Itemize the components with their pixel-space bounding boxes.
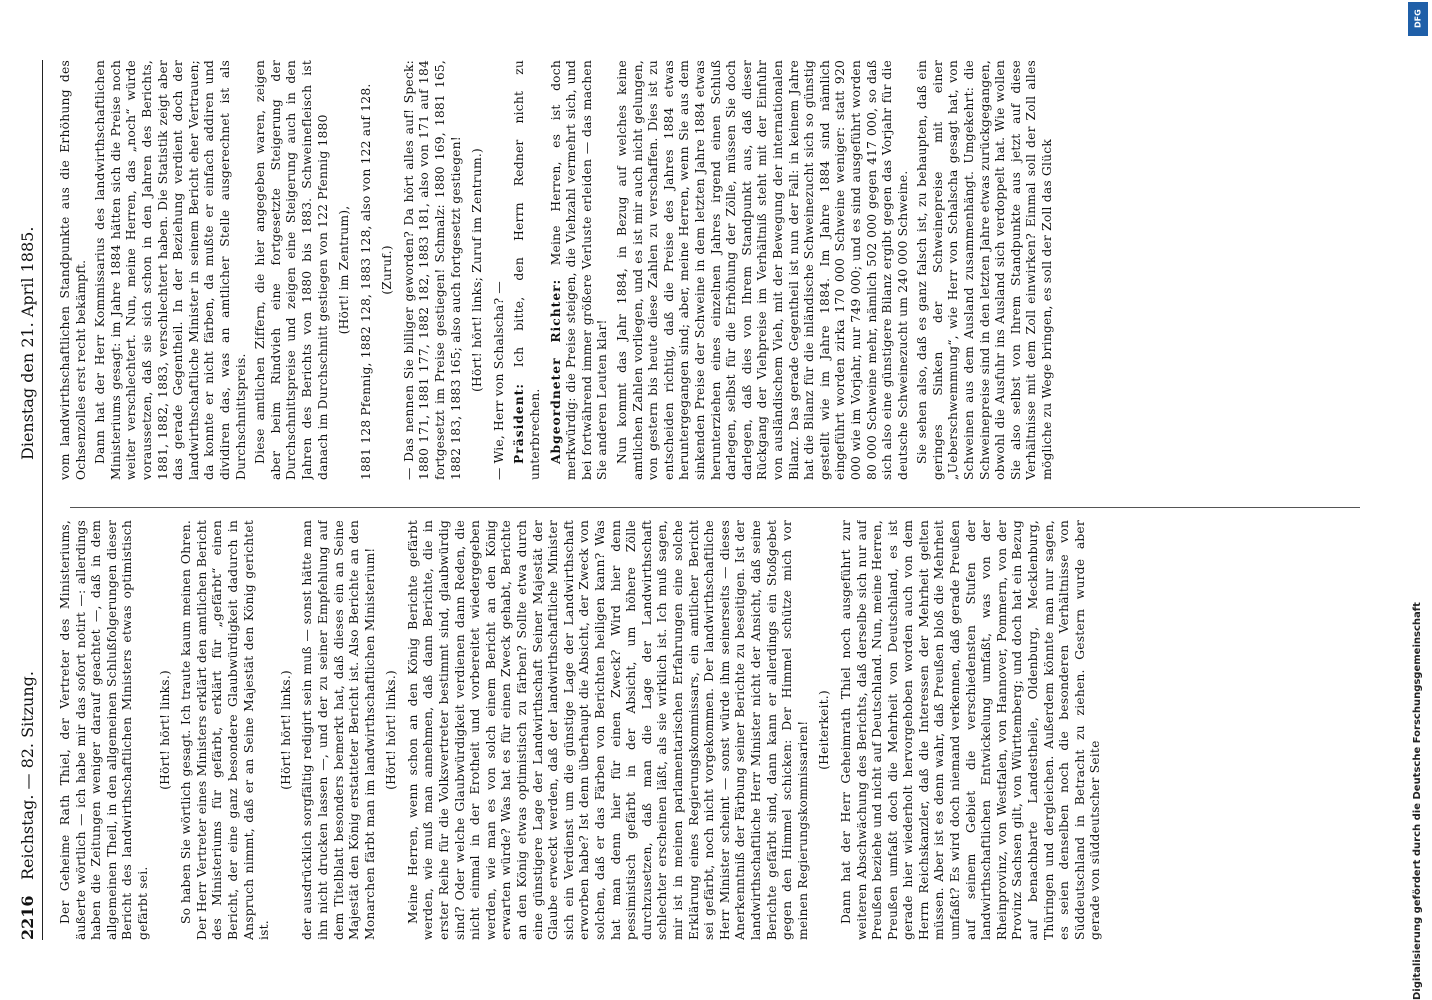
paragraph-text: Meine Herren, wenn schon an den König Berichte gefärbt werden, wie muß man annehmen, daß dann Berichte, die in erster Reihe für die Volksvertreter bestimmt sind, glaubwürdig sind? Oder welche Glaubwürdigkeit verdienen dann Reden, die nicht einmal in der Erotheit und vorbereitet wiedergegeben werden, wie man es von solch einem Bericht an den König erwarten würde? Was hat es für einen Zweck gehabt, Berichte an den König etwas optimistisch zu färben? Sollte etwa durch eine günstigere Lage der Landwirthschaft Seiner Majestät der Glaube erweckt werden, daß der landwirthschaftliche Minister sich ein Verdienst um die günstige Lage der Landwirthschaft erworben habe? Ist denn überhaupt die Absicht, der Zweck von solchen, daß er das Färben von Berichten heiligen kann? Was hat man denn hier für einen Zweck? Wird hier denn pessimistisch gefärbt in der Absicht, um höhere Zölle durchzusetzen, daß man die Lage der Landwirthschaft schlechter erscheinen läßt, als sie wirklich ist. Ich muß sagen, mir ist in meinen parlamentarischen Erfahrungen eine solche Erklärung eines Regierungskommissars, ein amtlicher Bericht sei gefärbt, noch nicht vorgekommen. Der landwirthschaftliche Herr Minister scheint — sonst würde ihm seinerseits — dieses Anerkenntniß der Färbung seiner Berichte zu beseitigen. Ist der landwirthschaftliche Herr Minister nicht der Ansicht, daß seine Berichte gefärbt sind, dann kann er allerdings ein Stoßgebet gegen den Himmel schicken: Der Himmel schütze mich vor meinen Regierungskommissarien! [405,520,810,940]
paragraph-text: So haben Sie wörtlich gesagt. Ich traute kaum meinen Ohren. Der Herr Vertreter eines Ministers erklärt den amtlichen Bericht des Ministeriums für gefärbt, erklärt für „gefärbt“ einen Bericht, der eine ganz besondere Glaubwürdigkeit dadurch in Anspruch nimmt, daß er an Seine Majestät den König gerichtet ist. [179,520,272,940]
paragraph-text: Diese amtlichen Ziffern, die hier angegeben waren, zeigen aber beim Rindvieh eine fortgesetzte Steigerung der Durchschnittspreise und zeigen eine Steigerung auch in den Jahren des Berichts von 1880 bis 1883. Schweinefleisch ist danach im Durchschnitt gestiegen von 122 Pfennig 1880 [253,60,330,480]
right-column [58,60,1358,480]
header-right-title: Dienstag den 21. April 1885. [18,226,37,460]
paragraph [179,520,273,940]
paragraph-text: Ich bitte, den Herrn Redner nicht zu unterbrechen. [512,60,543,480]
paragraph [511,60,543,480]
paragraph-text: (Hört! hört! links.) [278,670,293,790]
speaker-name: Präsident: [511,383,527,464]
paragraph-text: (Zuruf.) [380,245,395,295]
interjection [384,520,400,940]
paragraph [839,520,1104,940]
paragraph [548,60,611,480]
interjection [470,60,486,480]
speaker-name: Abgeordneter Richter: [547,278,563,464]
paragraph-text: der ausdrücklich sorgfältig redigirt sein muß — sonst hätte man ihn nicht drucken lassen —, und der zu seiner Empfehlung auf dem Titelblatt besonders bemerkt hat, daß dieses ein an Seine Majestät den König erstatteter Bericht ist. Also Berichte an den Monarchen färbt man im landwirthschaftlichen Ministerium! [300,520,377,940]
paragraph-text: Dann hat der Herr Kommissarius des landwirthschaftlichen Ministeriums gesagt: im Jahre 1884 hätten sich die Preise noch weiter verschlechtert. Nun, meine Herren, das „noch“ würde voraussetzen, daß sie sich schon in den Jahren des Berichts, 1881, 1882, 1883, verschlechtert haben. Die Statistik zeigt aber das gerade Gegentheil. In der Beziehung verdient doch der landwirthschaftliche Minister in seinem Bericht eher Vertrauen; da konnte er nicht färben, da mußte er einfach addiren und dividiren das, was an amtlicher Stelle ausgerechnet ist als Durchschnittspreis. [93,60,248,480]
digitization-credit: Digitalisierung gefördert durch die Deutsche Forschungsgemeinschaft [1412,602,1423,1000]
paragraph-text: — Wie, Herr von Schalscha? — [491,281,506,480]
page-header [18,60,43,940]
dfg-logo: DFG [1408,2,1428,36]
paragraph-text: (Heiterkeit.) [817,690,832,770]
interjection [380,60,396,480]
interjection [817,520,833,940]
paragraph-text: 1881 128 Pfennig, 1882 128, 1883 128, also von 122 auf 128. [358,83,373,480]
column-divider [70,507,1360,508]
paragraph-text: — Das nennen Sie billiger geworden? Da hört alles auf! Speck: 1880 171, 1881 177, 1882 182, 1883 181, also von 171 auf 184 fortgesetzt im Preise gestiegen! Schmalz: 1880 169, 1881 165, 1882 183, 1883 165; also auch fortgesetzt gestiegen! [401,60,463,480]
left-column [58,520,1358,940]
paragraph-text: Dann hat der Herr Geheimrath Thiel noch ausgeführt zur weiteren Abschwächung des Berichts, daß derselbe sich nur auf Preußen beziehe und nicht auf Deutschland. Nun, meine Herren, Preußen umfaßt doch die Mehrheit von Deutschland, es ist gerade hier wiederholt hervorgehoben worden auch von dem Herrn Reichskanzler, daß die Interessen der Mehrheit gelten müssen. Aber ist es denn wahr, daß Preußen bloß die Mehrheit umfaßt? Es wird doch niemand verkennen, daß gerade Preußen auf seinem Gebiet die verschiedensten Stufen der landwirthschaftlichen Entwickelung umfaßt, was von der Rheinprovinz, von Westfalen, von Hannover, Pommern, von der Provinz Sachsen gilt, von Württemberg; und doch hat ein Bezug auf benachbarte Landestheile, Oldenburg, Mecklenburg, Thüringen und dergleichen. Außerdem könnte man nur sagen, es seien denselben noch die besonderen Verhältnisse von Süddeutschland in Betracht zu ziehen. Gestern wurde aber gerade von süddeutscher Seite [838,520,1103,940]
paragraph-text: (Hört! im Zentrum), [337,205,352,335]
paragraph [915,60,1055,480]
paragraph-text: vom landwirthschaftlichen Standpunkte aus die Erhöhung des Ochsenzolles erst recht bekämpft. [58,60,88,480]
page-number: 2216 [18,895,37,940]
interjection [337,60,353,480]
paragraph-text: Nun kommt das Jahr 1884, in Bezug auf welches keine amtlichen Zahlen vorliegen, und es ist mir auch nicht gelungen, von gestern bis heute diese Zahlen zu verschaffen. Dies ist zu entscheiden richtig, daß die Preise des Jahres 1884 etwas heruntergegangen sind; aber, meine Herren, wenn Sie aus dem sinkenden Preise der Schweine in dem letzten Jahre 1884 etwas herunterziehen eines einzelnen Jahres irgend einen Schluß darlegen, selbst für die Erhöhung der Zölle, müssen Sie doch darlegen, daß dies von Ihrem Standpunkt aus, daß dieser Rückgang der Viehpreise im Verhältniß steht mit der Einfuhr von ausländischem Vieh, mit der Bewegung der internationalen Bilanz. Das gerade Gegentheil ist nun der Fall: in keinem Jahre hat die Bilanz für die inländische Schweinezucht sich so günstig gestellt wie im Jahre 1884. Im Jahre 1884 sind nämlich eingeführt worden zirka 170 000 Schweine weniger: statt 920 000 wie im Vorjahr, nur 749 000; und es sind ausgeführt worden 80 000 Schweine mehr, nämlich 502 000 gegen 417 000, so daß sich also eine günstigere Bilanz ergibt gegen das Vorjahr für die deutsche Schweinezucht um 240 000 Schweine. [615,60,910,480]
paragraph-text: Sie sehen also, daß es ganz falsch ist, zu behaupten, daß ein geringes Sinken der Schweinepreise mit einer „Ueberschwemmung“, wie Herr von Schalscha gesagt hat, von Schweinen aus dem Ausland zusammenhängt. Umgekehrt: die Schweinepreise sind in den letzten Jahre etwas zurückgegangen, obwohl die Ausfuhr ins Ausland sich verdoppelt hat. Wie wollen Sie also selbst von Ihrem Standpunkte aus jetzt auf diese Verhältnisse mit dem Zoll einwirken? Einmal soll der Zoll alles mögliche zu Wege bringen, es soll der Zoll das Glück [915,60,1055,480]
interjection [279,520,295,940]
paragraph-continuation [359,60,375,480]
paragraph-continuation [402,60,464,480]
paragraph-text: Meine Herren, es ist doch merkwürdig: die Preise steigen, die Viehzahl vermehrt sich, und bei fortwährend immer größere Verluste erleiden — das machen Sie anderen Leuten klar! [548,60,610,480]
paragraph [615,60,911,480]
paragraph-text: (Hört! hört! links; Zuruf im Zentrum.) [470,148,485,392]
paragraph-text: (Hört! hört! links.) [157,670,172,790]
paragraph-continuation [300,520,378,940]
interjection [158,520,174,940]
paragraph [253,60,331,480]
paragraph-continuation [58,60,89,480]
paragraph-text: (Hört! hört! links.) [384,670,399,790]
paragraph-continuation [492,60,508,480]
paragraph [93,60,249,480]
paragraph [58,520,152,940]
paragraph [406,520,811,940]
header-left-title: Reichstag. — 82. Sitzung. [18,671,37,880]
paragraph-text: Der Geheime Rath Thiel, der Vertreter des Ministeriums, äußerte wörtlich — ich habe mir das sofort notirt —: allerdings haben die Zeitungen weniger darauf geachtet —, daß in dem allgemeinen Theil, in den allgemeinen Schlußfolgerungen dieser Bericht des landwirthschaftlichen Ministers etwas optimistisch gefärbt sei. [58,520,150,940]
